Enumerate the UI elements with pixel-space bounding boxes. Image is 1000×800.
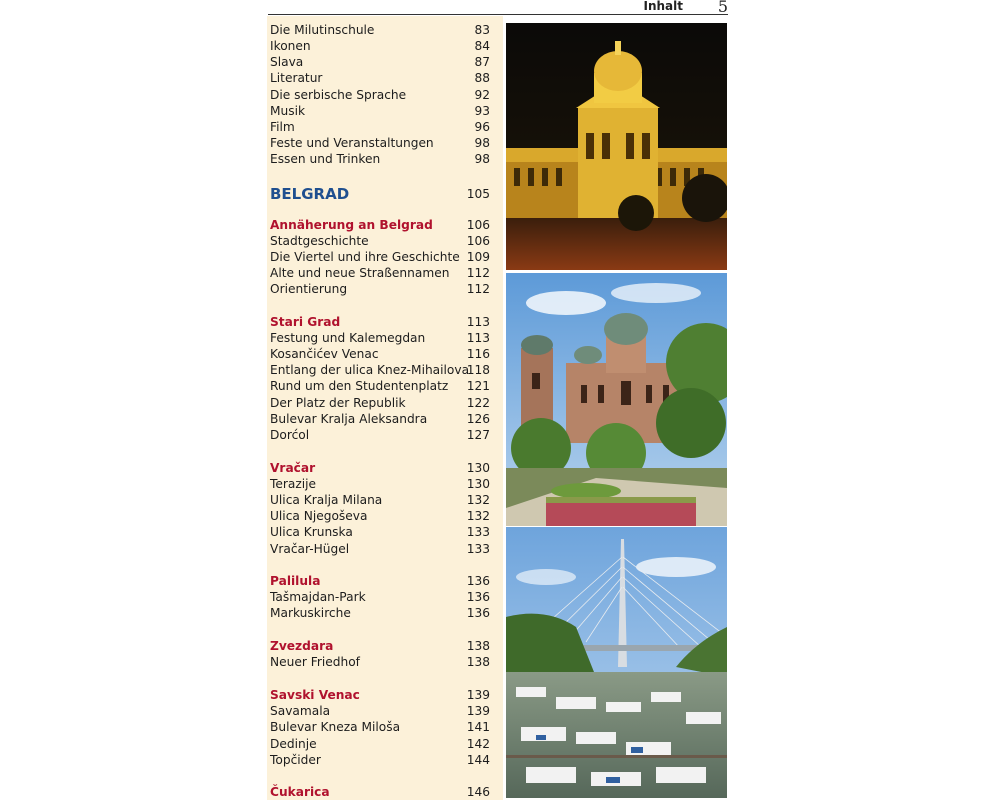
church-park-photo	[506, 273, 727, 526]
toc-entry[interactable]: Bulevar Kralja Aleksandra 126	[270, 412, 490, 426]
toc-entry[interactable]: Feste und Veranstaltungen 98	[270, 136, 490, 150]
toc-entry[interactable]: Entlang der ulica Knez-Mihailova 118	[270, 363, 490, 377]
chapter-heading[interactable]: BELGRAD 105	[270, 185, 490, 203]
toc-entry[interactable]: Film 96	[270, 120, 490, 134]
parliament-night-photo	[506, 23, 727, 270]
toc-entry[interactable]: Kosančićev Venac 116	[270, 347, 490, 361]
toc-section-heading[interactable]: Stari Grad 113	[270, 315, 490, 329]
toc-section-heading[interactable]: Palilula 136	[270, 574, 490, 588]
toc-entry[interactable]: Orientierung 112	[270, 282, 490, 296]
bridge-illustration	[506, 527, 727, 798]
toc-entry[interactable]: Die serbische Sprache 92	[270, 88, 490, 102]
toc-entry[interactable]: Ulica Krunska 133	[270, 525, 490, 539]
toc-entry[interactable]: Ikonen 84	[270, 39, 490, 53]
bridge-river-photo	[506, 527, 727, 798]
toc-entry[interactable]: Vračar-Hügel 133	[270, 542, 490, 556]
page-number: 5	[717, 0, 728, 16]
toc-section-heading[interactable]: Savski Venac 139	[270, 688, 490, 702]
toc-entry[interactable]: Essen und Trinken 98	[270, 152, 490, 166]
toc-entry[interactable]: Slava 87	[270, 55, 490, 69]
parliament-illustration	[506, 23, 727, 270]
toc-entry[interactable]: Terazije 130	[270, 477, 490, 491]
toc-entry[interactable]: Die Viertel und ihre Geschichte 109	[270, 250, 490, 264]
toc-entry[interactable]: Musik 93	[270, 104, 490, 118]
toc-entry[interactable]: Der Platz der Republik 122	[270, 396, 490, 410]
toc-entry[interactable]: Stadtgeschichte 106	[270, 234, 490, 248]
toc-entry[interactable]: Festung und Kalemegdan 113	[270, 331, 490, 345]
toc-entry[interactable]: Ulica Kralja Milana 132	[270, 493, 490, 507]
toc-entry[interactable]: Bulevar Kneza Miloša 141	[270, 720, 490, 734]
toc-section-heading[interactable]: Annäherung an Belgrad 106	[270, 218, 490, 232]
toc-entry[interactable]: Tašmajdan-Park 136	[270, 590, 490, 604]
header-title: Inhalt	[643, 0, 683, 13]
toc-section-heading[interactable]: Vračar 130	[270, 461, 490, 475]
toc-entry[interactable]: Alte und neue Straßennamen 112	[270, 266, 490, 280]
church-illustration	[506, 273, 727, 526]
toc-section-heading[interactable]: Zvezdara 138	[270, 639, 490, 653]
toc-entry[interactable]: Dorćol 127	[270, 428, 490, 442]
page-header	[268, 0, 728, 15]
toc-entry[interactable]: Rund um den Studentenplatz 121	[270, 379, 490, 393]
toc-entry[interactable]: Savamala 139	[270, 704, 490, 718]
toc-entry[interactable]: Topčider 144	[270, 753, 490, 767]
toc-entry[interactable]: Dedinje 142	[270, 737, 490, 751]
toc-entry[interactable]: Die Milutinschule 83	[270, 23, 490, 37]
toc-entry[interactable]: Literatur 88	[270, 71, 490, 85]
toc-entry[interactable]: Neuer Friedhof 138	[270, 655, 490, 669]
toc-entry[interactable]: Markuskirche 136	[270, 606, 490, 620]
toc-section-heading[interactable]: Čukarica 146	[270, 785, 490, 799]
toc-entry[interactable]: Ulica Njegoševa 132	[270, 509, 490, 523]
